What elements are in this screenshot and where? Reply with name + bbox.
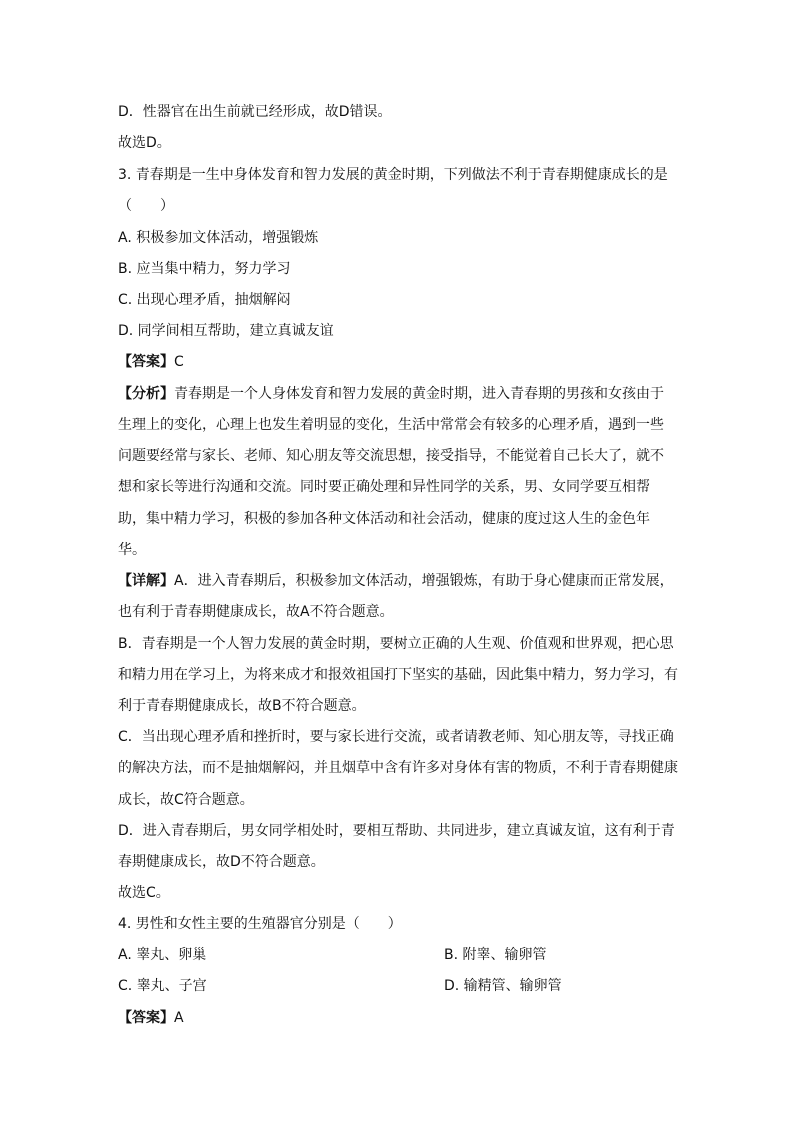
text-line: C．当出现心理矛盾和挫折时，要与家长进行交流，或者请教老师、知心朋友等，寻找正确: [118, 729, 674, 745]
option-b: B. 应当集中精力，努力学习: [118, 261, 291, 277]
text-line: 春期健康成长，故D不符合题意。: [118, 854, 325, 870]
analysis-text: 青春期是一个人身体发育和智力发展的黄金时期，进入青春期的男孩和女孩由于: [174, 386, 664, 402]
text-line: 和精力用在学习上，为将来成才和报效祖国打下坚实的基础，因此集中精力，努力学习，有: [118, 667, 678, 683]
analysis-line: [118, 384, 664, 404]
answer-value: A: [174, 1010, 184, 1026]
analysis-tag: 【分析】: [118, 386, 174, 402]
detail-tag: 【详解】: [118, 573, 174, 589]
text-line: 也有利于青春期健康成长，故A不符合题意。: [118, 604, 394, 620]
text-line: B．青春期是一个人智力发展的黄金时期，要树立正确的人生观、价值观和世界观，把心思: [118, 636, 674, 652]
text-line: 利于青春期健康成长，故B不符合题意。: [118, 698, 366, 714]
detail-text: A．进入青春期后，积极参加文体活动，增强锻炼，有助于身心健康而正常发展，: [174, 573, 674, 589]
q4-option-a: A. 睾丸、卵巢: [118, 947, 207, 963]
answer-blank: （ ）: [118, 198, 174, 214]
text-line: D．进入青春期后，男女同学相处时，要相互帮助、共同进步，建立真诚友谊，这有利于青: [118, 823, 675, 839]
detail-line: [118, 571, 674, 591]
text-line: 想和家长等进行沟通和交流。同时要正确处理和异性同学的关系，男、女同学要互相帮: [118, 479, 650, 495]
q4-option-d: D. 输精管、输卵管: [444, 978, 562, 994]
option-a: A. 积极参加文体活动，增强锻炼: [118, 230, 319, 246]
option-d: D. 同学间相互帮助，建立真诚友谊: [118, 323, 334, 339]
answer-line: [118, 352, 184, 372]
text-line: 生理上的变化，心理上也发生着明显的变化，生活中常常会有较多的心理矛盾，遇到一些: [118, 417, 664, 433]
text-line: 的解决方法，而不是抽烟解闷，并且烟草中含有许多对身体有害的物质，不利于青春期健康: [118, 760, 678, 776]
option-c: C. 出现心理矛盾，抽烟解闷: [118, 292, 291, 308]
text-line: D．性器官在出生前就已经形成，故D错误。: [118, 104, 392, 120]
text-line: 问题要经常与家长、老师、知心朋友等交流思想，接受指导，不能觉着自己长大了，就不: [118, 448, 664, 464]
text-line: 助，集中精力学习，积极的参加各种文体活动和社会活动，健康的度过这人生的金色年: [118, 511, 650, 527]
answer-tag: 【答案】: [118, 1010, 174, 1026]
answer-value: C: [174, 354, 184, 370]
question-4-stem: 4. 男性和女性主要的生殖器官分别是（ ）: [118, 916, 402, 932]
text-line: 故选C。: [118, 885, 170, 901]
q4-option-b: B. 附睾、输卵管: [444, 947, 547, 963]
answer-tag: 【答案】: [118, 354, 174, 370]
q4-answer-line: [118, 1008, 184, 1028]
text-line: 成长，故C符合题意。: [118, 792, 254, 808]
question-3-stem: 3. 青春期是一生中身体发育和智力发展的黄金时期，下列做法不利于青春期健康成长的是: [118, 167, 668, 183]
q4-option-c: C. 睾丸、子宫: [118, 978, 207, 994]
text-line: 故选D。: [118, 135, 171, 151]
text-line: 华。: [118, 542, 146, 558]
